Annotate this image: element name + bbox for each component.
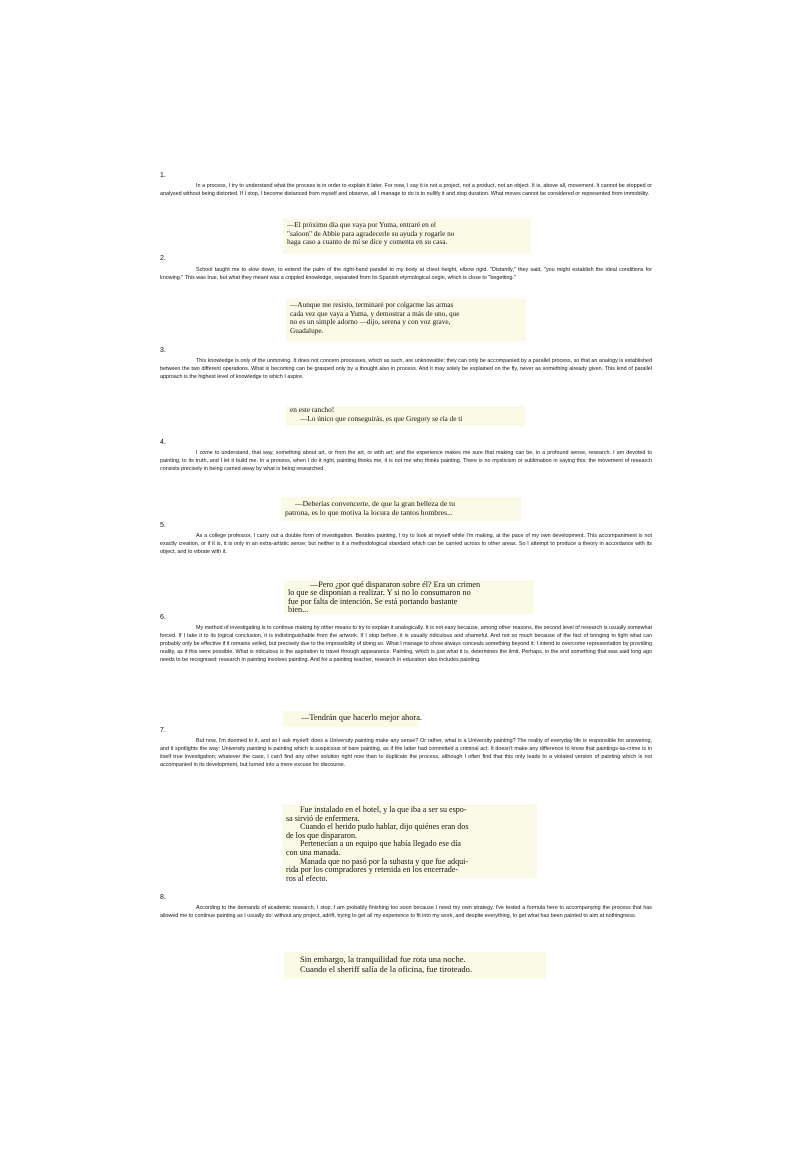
section-paragraph: School taught me to slow down, to extend the palm of the right-hand parallel to my body at chest height, elbow rigid. "Distantly," they said, "you might establish the ideal conditions for knowing." This was true, but what they meant was a crippled knowledge, separated from its Spanish etymological origin, which is close to "begetting."	[160, 267, 652, 282]
section-paragraph: My method of investigating is to continue making by other means to try to explain it analogically. It is not easy because, among other reasons, the second level of research is usually somewhat forced. If I take it to its logical conclusion, it is indistinguishable from the artwork. If I stop before, it is usually ridiculous and shameful. And not so much because of the fact of bringing to light what can probably only be effective if it remains veiled, but precisely due to the impossibility of doing so. What I manage to show always conceals something beyond it: I intend to overcome representation by providing reality, as if this were possible. What is ridiculous is the aspiration to travel through appearance. Painting, which is just what it is, determines the limit. Perhaps, in the end something that was said long ago needs to be recognised: research in painting involves painting. And for a painting teacher, research in education also includes painting.	[160, 625, 652, 664]
section-paragraph: According to the demands of academic research, I stop. I am probably finishing too soon because I need my own strategy. I've tested a formula here to accompanying the process that has allowed me to continue painting as I usually do: without any project, adrift, trying to get all my experience to fit into my work, and despite everything, to get what has been painted to aim at nothingness.	[160, 905, 652, 920]
newspaper-clipping: —El próximo día que vaya por Yuma, entraré en el "saloon" de Abbie para agradecerle su ayuda y rogarle no haga caso a cuanto de mí se dice y comenta en su casa.	[283, 219, 531, 253]
section-number: 1.	[160, 172, 166, 179]
section-paragraph: In a process, I try to understand what the process is in order to explain it later. For now, I say it is not a project, not a product, not an object. It is, above all, movement. It cannot be stopped or analysed without being distorted. If I stop, I become distanced from myself and observe, all I manage to do is to nullify it and stop duration. What moves cannot be considered or represented from immobility.	[160, 183, 652, 198]
newspaper-clipping: Sin embargo, la tranquilidad fue rota una noche. Cuando el sheriff salía de la oficina, fue tiroteado.	[284, 952, 546, 979]
section-number: 2.	[160, 255, 166, 262]
newspaper-clipping: —Aunque me resisto, terminaré por colgarme las armas cada vez que vaya a Yuma, y demostrar a más de uno, que no es un simple adorno —dijo, serena y con voz grave, Guadalupe.	[286, 299, 526, 341]
section-paragraph: As a college professor, I carry out a double form of investigation. Besides painting, I try to look at myself while I'm making, at the pace of my own development. This accompaniment is not exactly creation, or if it is, it is only in an extra-artistic sense; but neither is it a methodological standard which can be carried across to other areas. So I attempt to produce a theory in accordance with its object, and to vibrate with it.	[160, 533, 652, 556]
newspaper-clipping: —Tendrán que hacerlo mejor ahora.	[283, 711, 419, 727]
section-number: 3.	[160, 347, 166, 354]
section-number: 6.	[160, 614, 166, 621]
section-paragraph: I come to understand, that way, something about art, or from the art, or with art; and the experience makes me sure that making can be, in a profound sense, research. I am devoted to painting, to its truth, and I let it build me. In a process, when I do it right, painting thinks me, it is not me who thinks painting. There is no mysticism or sublimation in saying this; the movement of research consists precisely in being carried away by what is being researched.	[160, 450, 652, 473]
section-paragraph: But now, I'm doomed to it, and so I ask myself: does a University painting make any sense? Or rather, what is a University painting? The reality of everyday life is responsible for answering, and it spotlights the way: University painting is painting which is suspicious of bare painting, as if the latter had committed a criminal act. It doesn't make any difference to know that paintings-as-crime is in itself true investigation; whatever the case, I can't find any other solution right now than to duplicate the process, although I often find that this only leads to a violated version of painting which is not accompanied in its development, but turned into a mere excuse for discourse.	[160, 738, 652, 769]
newspaper-clipping: —Deberías convencerte, de que la gran belleza de tu patrona, es lo que motiva la locura de tantos hombres...	[281, 497, 521, 521]
section-number: 8.	[160, 894, 166, 901]
section-number: 4.	[160, 439, 166, 446]
newspaper-clipping: —Pero ¿por qué dispararon sobre él? Era un crimen lo que se disponían a realizar. Y si no lo consumaron no fue por falta de intención. Se está portando bastante bien...	[284, 580, 534, 614]
section-number: 7.	[160, 727, 166, 734]
section-paragraph: This knowledge is only of the unmoving. It does not concern processes, which as such, are unknowable; they can only be accompanied by a parallel process, so that an analogy is established between the two different operations. What is becoming can be grasped only by a thought also in process. And it may solely be explained on the fly, never as something already given. This kind of parallel approach is the highest level of knowledge to which I aspire.	[160, 358, 652, 381]
section-number: 5.	[160, 522, 166, 529]
newspaper-clipping: en este rancho! —Lo único que conseguirás, es que Gregory se ría de ti	[286, 406, 526, 426]
newspaper-clipping: Fue instalado en el hotel, y la que iba a ser su espo- sa sirvió de enfermera. Cuando el herido pudo hablar, dijo quiénes eran dos de los que dispararon. Pertenecían a un equipo que había llegado ese día con una manada. Manada que no pasó por la subasta y que fue adqui- rida por los compradores y retenida en los encerrade- ros al efecto.	[282, 804, 537, 878]
